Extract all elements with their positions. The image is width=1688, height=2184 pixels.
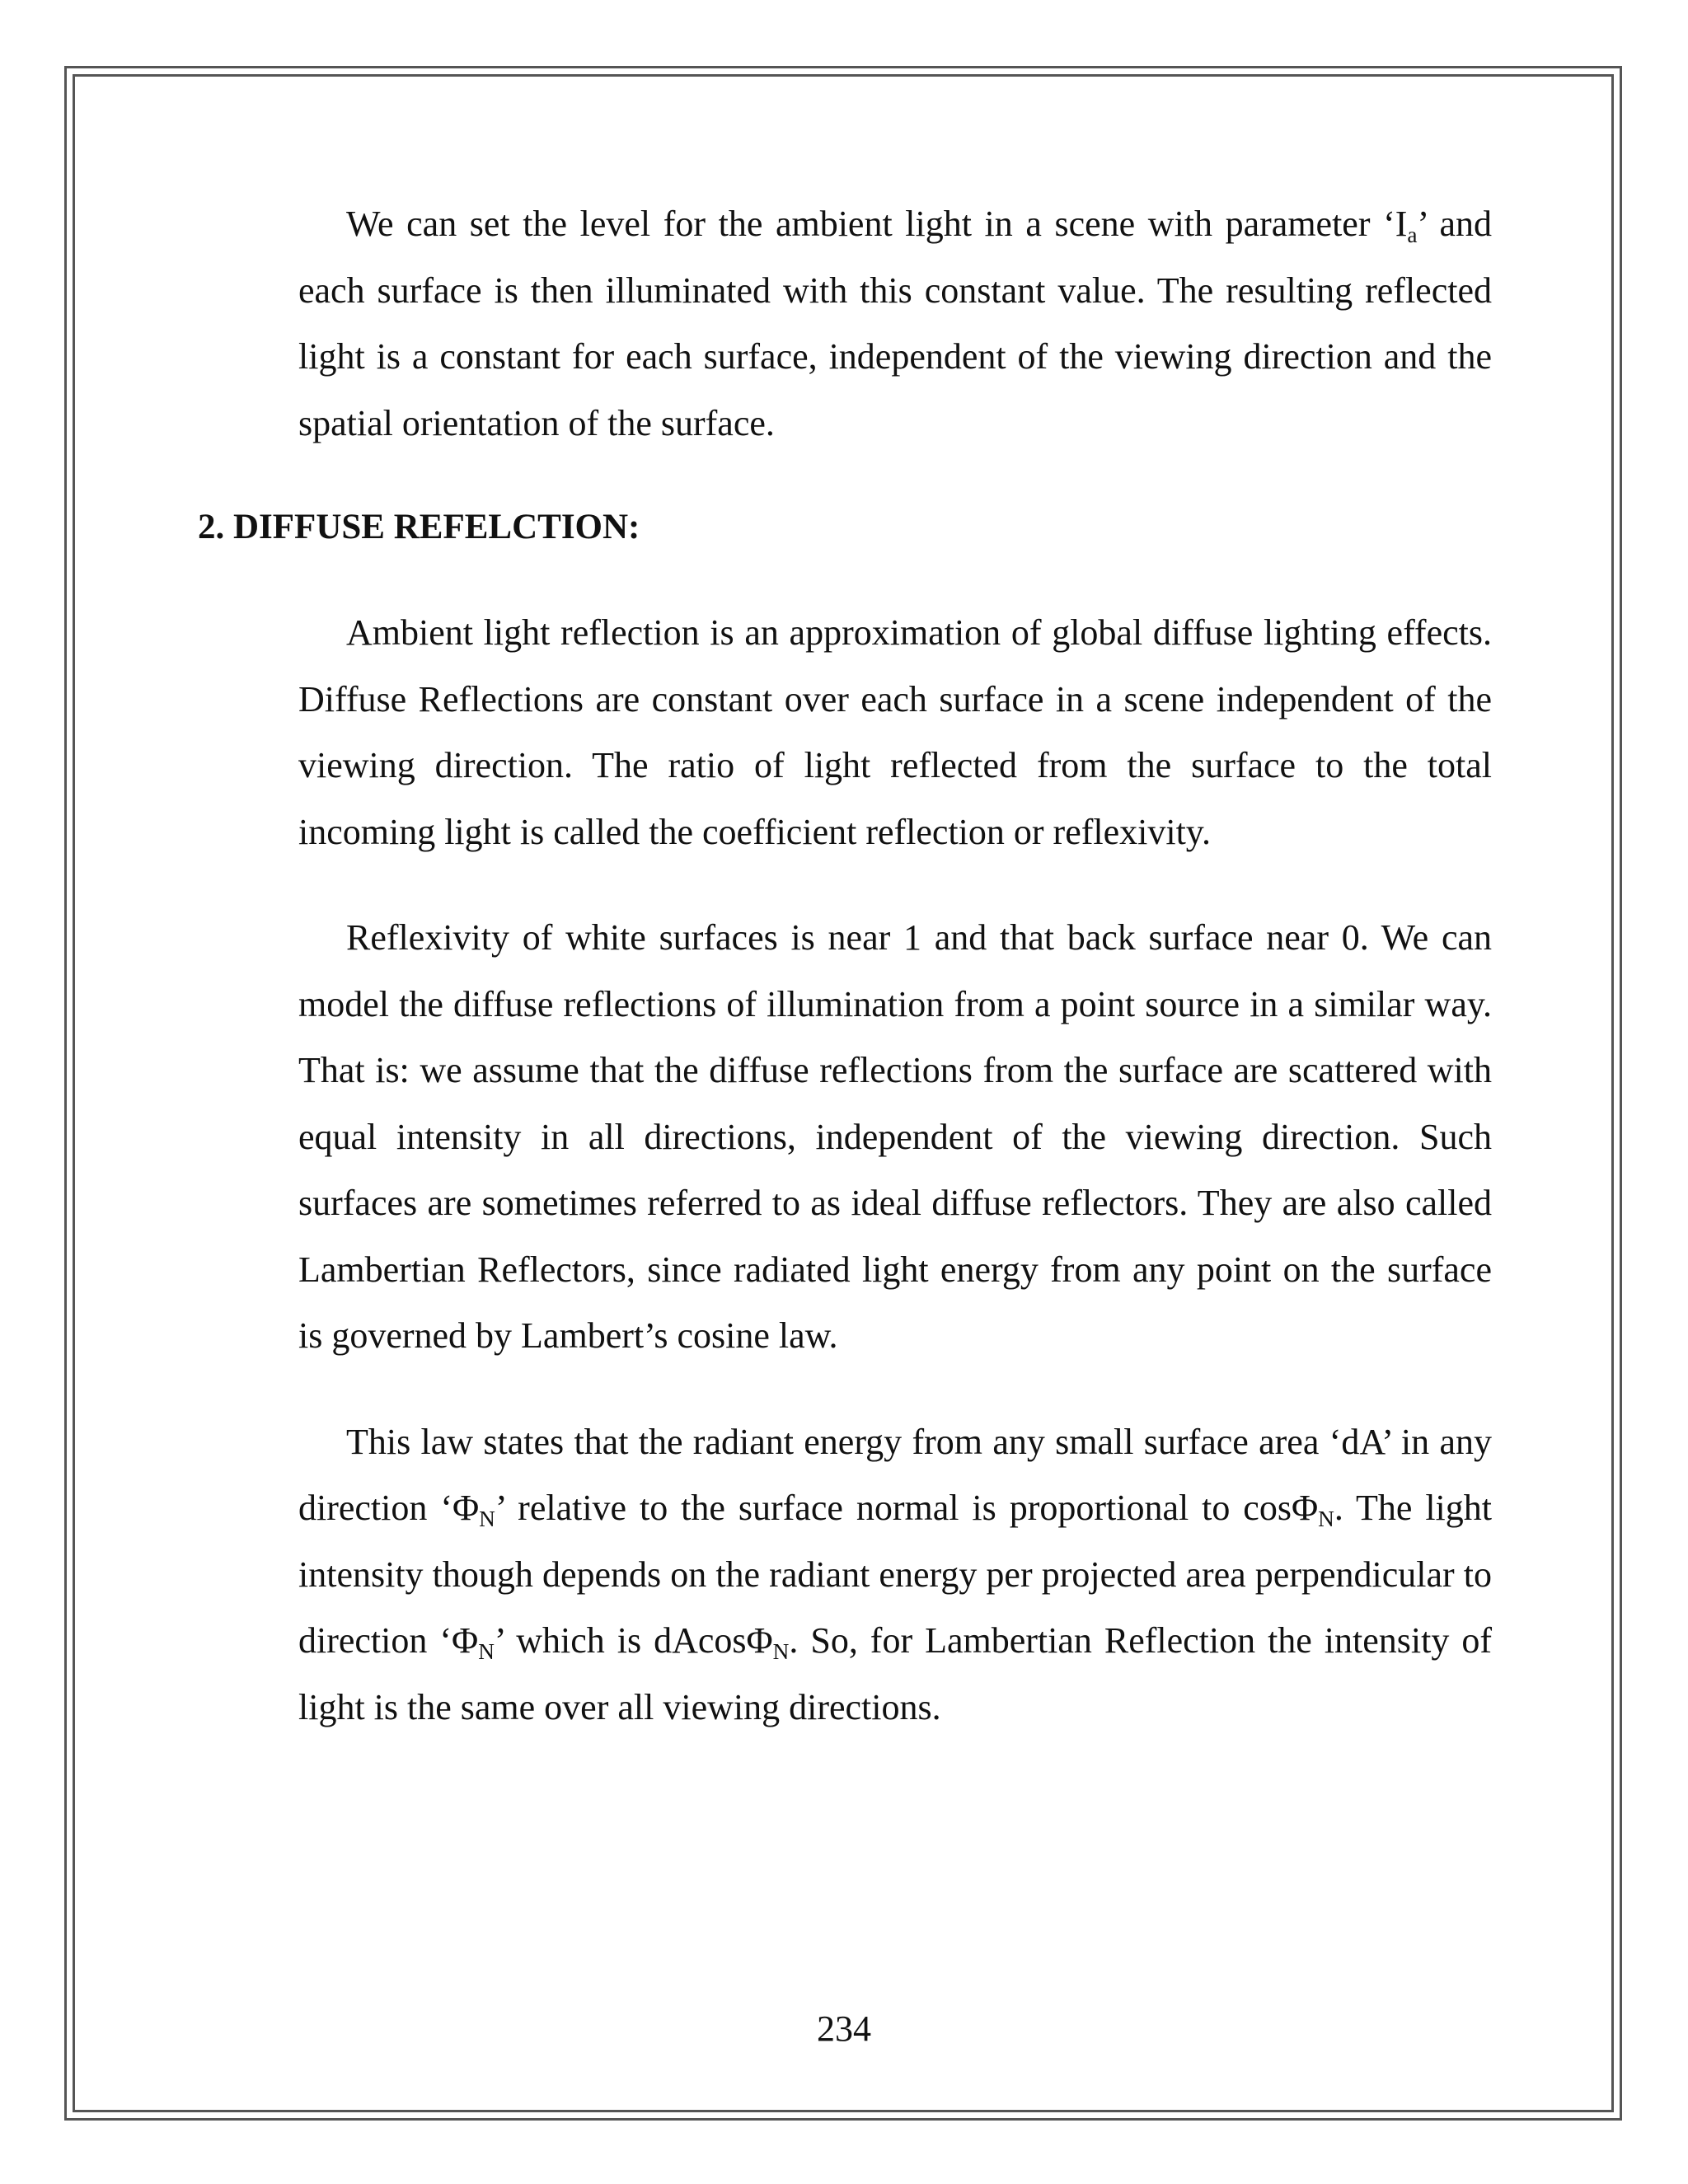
law-subscript-1: N [479, 1507, 495, 1532]
law-text-part4: ’ which is dAcosΦ [494, 1620, 773, 1661]
diffuse-section [298, 600, 1492, 1741]
law-subscript-4: N [772, 1639, 790, 1665]
intro-paragraph [298, 191, 1492, 457]
law-subscript-2: N [1318, 1507, 1334, 1532]
intro-text-part2: ’ and each surface is then illuminated with this constant value. The resulting reflected light is a constant for each surface, independent of the viewing direction and the spatial orientation of the surface. [298, 204, 1492, 443]
intro-section [298, 191, 1492, 457]
law-text-part2: ’ relative to the surface normal is proportional to cosΦ [495, 1488, 1319, 1528]
intro-subscript: a [1407, 223, 1418, 248]
reflexivity-paragraph: Reflexivity of white surfaces is near 1 and that back surface near 0. We can model the diffuse reflections of illumination from a point source in a similar way. That is: we assume that the diffuse reflections from the surface are scattered with equal intensity in all directions, independent of the viewing direction. Such surfaces are sometimes referred to as ideal diffuse reflectors. They are also called Lambertian Reflectors, since radiated light energy from any point on the surface is governed by Lambert’s cosine law. [298, 917, 1492, 1356]
law-text-part5: . So, for Lambertian Reflection the intensity of light is the same over all viewing directions. [298, 1620, 1492, 1727]
ambient-paragraph: Ambient light reflection is an approximation of global diffuse lighting effects. Diffuse Reflections are constant over each surface in a scene independent of the viewing direction. The ratio of light reflected from the surface to the total incoming light is called the coefficient reflection or reflexivity. [298, 612, 1492, 852]
law-text-part1: This law states that the radiant energy from any small surface area ‘dA’ in any direction ‘Φ [298, 1421, 1492, 1528]
law-text-part3: . The light intensity though depends on the radiant energy per projected area perpendicular to direction ‘Φ [298, 1488, 1492, 1661]
law-subscript-3: N [478, 1639, 495, 1665]
lambert-law-paragraph [298, 1409, 1492, 1741]
page-number: 234 [817, 2008, 871, 2049]
intro-text-part1: We can set the level for the ambient light in a scene with parameter ‘I [346, 204, 1408, 244]
section-heading: 2. DIFFUSE REFELCTION: [198, 508, 640, 546]
